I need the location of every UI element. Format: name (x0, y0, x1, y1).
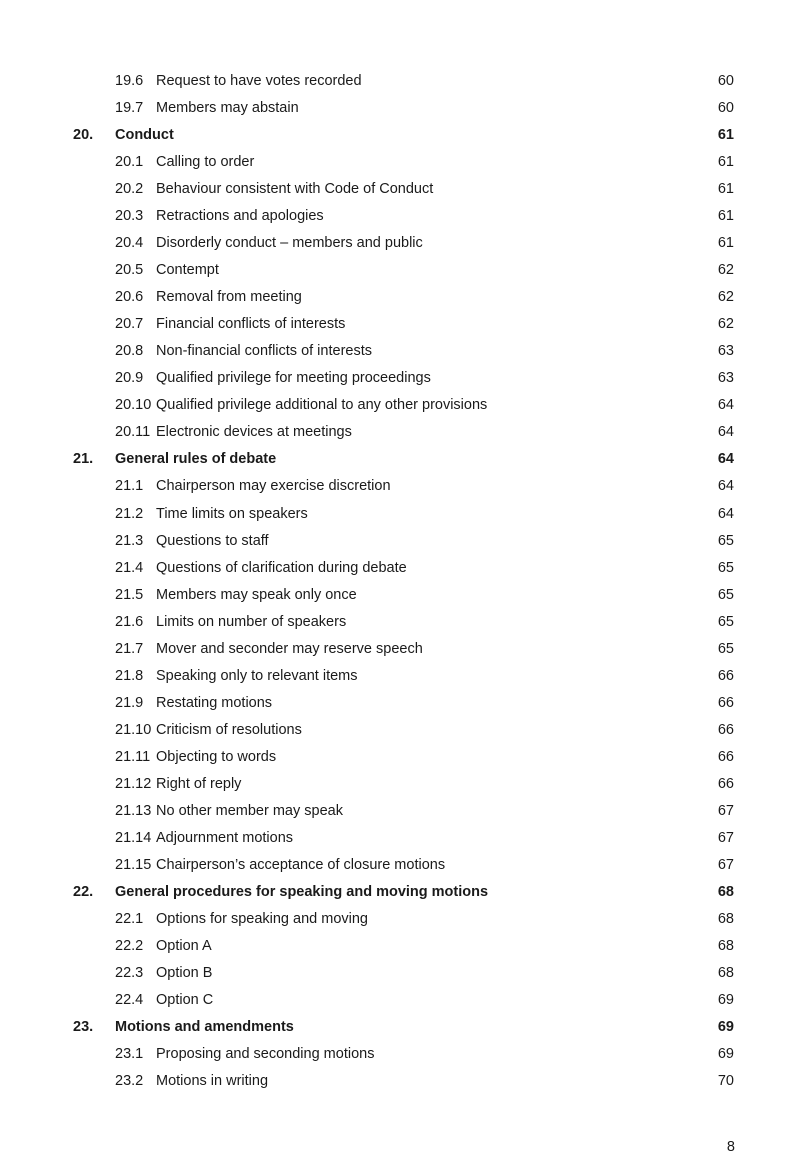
toc-entry-number: 21.6 (115, 613, 144, 630)
page-number: 8 (726, 1139, 735, 1155)
toc-subsection-row[interactable] (0, 771, 807, 798)
toc-section-row[interactable] (0, 879, 807, 906)
toc-entry-number: 21.14 (115, 829, 152, 846)
toc-subsection-row[interactable] (0, 392, 807, 419)
toc-subsection-row[interactable] (0, 338, 807, 365)
toc-subsection-row[interactable] (0, 717, 807, 744)
toc-entry-page: 64 (717, 505, 734, 522)
toc-subsection-row[interactable] (0, 798, 807, 825)
toc-subsection-row[interactable] (0, 68, 807, 95)
toc-subsection-row[interactable] (0, 744, 807, 771)
toc-subsection-row[interactable] (0, 1041, 807, 1068)
table-of-contents (0, 68, 807, 1095)
toc-entry-title: Options for speaking and moving (156, 910, 368, 927)
toc-entry-page: 65 (717, 613, 734, 630)
toc-entry-title: Retractions and apologies (156, 208, 324, 225)
toc-entry-number: 21.7 (115, 640, 144, 657)
toc-subsection-row[interactable] (0, 825, 807, 852)
toc-entry-page: 69 (717, 1019, 734, 1036)
toc-entry-title: Qualified privilege for meeting proceedings (156, 370, 431, 387)
toc-entry-title: Calling to order (156, 154, 255, 171)
toc-entry-title: Questions of clarification during debate (156, 559, 407, 576)
toc-entry-page: 66 (717, 667, 734, 684)
toc-entry-number: 21. (73, 451, 94, 468)
toc-subsection-row[interactable] (0, 663, 807, 690)
toc-entry-number: 19.7 (115, 100, 144, 117)
toc-section-row[interactable] (0, 122, 807, 149)
toc-entry-page: 65 (717, 532, 734, 549)
toc-entry-title: Criticism of resolutions (156, 721, 302, 738)
toc-subsection-row[interactable] (0, 1068, 807, 1095)
toc-entry-number: 21.2 (115, 505, 144, 522)
toc-subsection-row[interactable] (0, 284, 807, 311)
toc-entry-page: 61 (717, 235, 734, 252)
toc-entry-page: 69 (717, 1046, 734, 1063)
toc-subsection-row[interactable] (0, 473, 807, 500)
toc-entry-title: Non-financial conflicts of interests (156, 343, 372, 360)
toc-entry-page: 66 (717, 694, 734, 711)
toc-entry-number: 21.12 (115, 775, 152, 792)
toc-entry-page: 66 (717, 775, 734, 792)
toc-entry-page: 68 (717, 938, 734, 954)
toc-entry-number: 20.11 (115, 424, 151, 441)
toc-entry-number: 20.1 (115, 154, 144, 171)
toc-entry-page: 67 (717, 829, 734, 846)
toc-subsection-row[interactable] (0, 149, 807, 176)
toc-entry-title: Electronic devices at meetings (156, 424, 352, 441)
toc-subsection-row[interactable] (0, 609, 807, 636)
toc-subsection-row[interactable] (0, 176, 807, 203)
toc-entry-title: Chairperson’s acceptance of closure motions (156, 856, 446, 873)
toc-entry-page: 62 (717, 316, 734, 333)
toc-entry-title: Option B (156, 965, 213, 982)
toc-entry-number: 20.6 (115, 289, 144, 306)
toc-entry-title: Right of reply (156, 775, 242, 792)
toc-entry-title: General procedures for speaking and moving motions (115, 883, 489, 900)
toc-entry-page: 66 (717, 748, 734, 765)
toc-entry-number: 21.15 (115, 856, 152, 873)
toc-entry-title: No other member may speak (156, 802, 343, 819)
toc-entry-number: 21.8 (115, 667, 144, 684)
toc-entry-page: 68 (717, 965, 734, 982)
toc-entry-page: 64 (717, 424, 734, 441)
toc-subsection-row[interactable] (0, 636, 807, 663)
toc-entry-page: 65 (717, 586, 734, 603)
toc-entry-page: 66 (717, 721, 734, 738)
toc-entry-title: Members may speak only once (156, 586, 357, 603)
toc-subsection-row[interactable] (0, 933, 807, 960)
toc-subsection-row[interactable] (0, 852, 807, 879)
toc-entry-page: 63 (717, 370, 734, 387)
toc-entry-title: Financial conflicts of interests (156, 316, 346, 333)
toc-entry-page: 69 (717, 992, 734, 1009)
toc-entry-page: 61 (717, 127, 734, 144)
toc-entry-page: 63 (717, 343, 734, 360)
toc-subsection-row[interactable] (0, 960, 807, 987)
toc-entry-number: 22.3 (115, 965, 144, 982)
toc-entry-title: Limits on number of speakers (156, 613, 347, 630)
toc-entry-page: 62 (717, 289, 734, 306)
toc-entry-number: 21.5 (115, 586, 144, 603)
toc-entry-number: 22.2 (115, 938, 144, 954)
toc-entry-page: 61 (717, 208, 734, 225)
toc-entry-number: 20.8 (115, 343, 144, 360)
toc-entry-page: 60 (717, 100, 734, 117)
toc-entry-number: 23.2 (115, 1073, 144, 1090)
toc-subsection-row[interactable] (0, 419, 807, 446)
toc-subsection-row[interactable] (0, 257, 807, 284)
toc-entry-page: 60 (717, 73, 734, 89)
toc-entry-title: Motions in writing (156, 1073, 269, 1090)
toc-entry-title: Disorderly conduct – members and public (156, 235, 423, 252)
toc-entry-number: 21.3 (115, 532, 144, 549)
toc-entry-number: 20.10 (115, 397, 152, 414)
toc-entry-number: 20.7 (115, 316, 144, 333)
toc-entry-title: Contempt (156, 262, 219, 279)
toc-entry-page: 67 (717, 802, 734, 819)
toc-entry-page: 61 (717, 181, 734, 198)
toc-entry-number: 21.10 (115, 721, 152, 738)
toc-entry-page: 61 (717, 154, 734, 171)
toc-subsection-row[interactable] (0, 501, 807, 528)
toc-entry-title: Objecting to words (156, 748, 277, 765)
toc-entry-page: 64 (717, 451, 734, 468)
toc-entry-number: 20.2 (115, 181, 144, 198)
toc-subsection-row[interactable] (0, 582, 807, 609)
toc-entry-number: 22.1 (115, 910, 144, 927)
toc-entry-title: Motions and amendments (115, 1019, 294, 1036)
toc-subsection-row[interactable] (0, 528, 807, 555)
toc-entry-number: 23. (73, 1019, 94, 1036)
toc-subsection-row[interactable] (0, 987, 807, 1014)
toc-entry-title: Removal from meeting (156, 289, 302, 306)
toc-entry-page: 70 (717, 1073, 734, 1090)
toc-subsection-row[interactable] (0, 230, 807, 257)
toc-entry-page: 65 (717, 640, 734, 657)
toc-entry-page: 64 (717, 397, 734, 414)
toc-entry-number: 20.3 (115, 208, 144, 225)
toc-entry-number: 23.1 (115, 1046, 144, 1063)
toc-entry-number: 20.9 (115, 370, 144, 387)
toc-entry-title: Time limits on speakers (156, 505, 308, 522)
toc-entry-number: 21.9 (115, 694, 144, 711)
toc-entry-title: Speaking only to relevant items (156, 667, 358, 684)
toc-entry-page: 68 (717, 910, 734, 927)
toc-subsection-row[interactable] (0, 906, 807, 933)
toc-entry-title: Questions to staff (156, 532, 269, 549)
toc-entry-number: 22. (73, 883, 94, 900)
toc-entry-number: 22.4 (115, 992, 144, 1009)
toc-entry-title: Qualified privilege additional to any other provisions (156, 397, 488, 414)
toc-entry-title: Members may abstain (156, 100, 299, 117)
toc-entry-page: 67 (717, 856, 734, 873)
toc-entry-page: 62 (717, 262, 734, 279)
toc-entry-title: Conduct (115, 127, 174, 144)
toc-entry-title: Proposing and seconding motions (156, 1046, 375, 1063)
toc-entry-number: 20.5 (115, 262, 144, 279)
toc-entry-title: Chairperson may exercise discretion (156, 478, 391, 495)
toc-section-row[interactable] (0, 446, 807, 473)
toc-entry-page: 64 (717, 478, 734, 495)
toc-section-row[interactable] (0, 1014, 807, 1041)
toc-entry-number: 20. (73, 127, 94, 144)
toc-entry-title: Restating motions (156, 694, 273, 711)
toc-subsection-row[interactable] (0, 555, 807, 582)
toc-entry-title: Mover and seconder may reserve speech (156, 640, 423, 657)
toc-entry-title: Option C (156, 992, 214, 1009)
toc-entry-title: General rules of debate (115, 451, 277, 468)
toc-subsection-row[interactable] (0, 95, 807, 122)
toc-entry-number: 21.1 (115, 478, 144, 495)
toc-subsection-row[interactable] (0, 690, 807, 717)
toc-entry-title: Adjournment motions (156, 829, 294, 846)
toc-subsection-row[interactable] (0, 203, 807, 230)
toc-entry-title: Behaviour consistent with Code of Conduct (156, 181, 434, 198)
toc-entry-number: 20.4 (115, 235, 144, 252)
toc-entry-page: 65 (717, 559, 734, 576)
toc-entry-number: 21.13 (115, 802, 152, 819)
toc-entry-title: Option A (156, 938, 212, 954)
toc-entry-number: 19.6 (115, 73, 144, 89)
toc-entry-number: 21.4 (115, 559, 144, 576)
toc-entry-page: 68 (717, 883, 734, 900)
toc-subsection-row[interactable] (0, 311, 807, 338)
toc-subsection-row[interactable] (0, 365, 807, 392)
toc-entry-title: Request to have votes recorded (156, 73, 362, 89)
toc-entry-number: 21.11 (115, 748, 151, 765)
